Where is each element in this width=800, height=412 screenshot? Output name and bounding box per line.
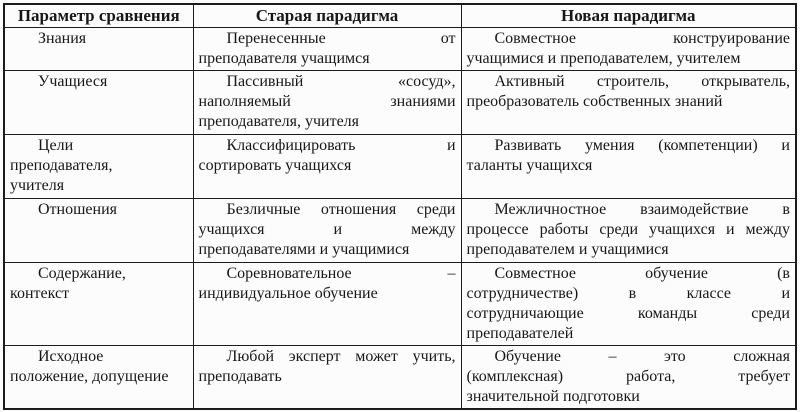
old-paradigm-cell: [193, 263, 461, 346]
cell-line: сортировать учащихся: [198, 157, 352, 174]
cell-line: [467, 200, 791, 220]
cell-line: преподавателем и учащимися: [466, 241, 669, 258]
word: открыватель,: [701, 73, 790, 90]
parameter-cell: [4, 346, 193, 410]
word: строитель,: [596, 73, 670, 90]
word: от: [440, 30, 456, 47]
word: среди: [599, 221, 639, 238]
header-comparison-parameter: Параметр сравнения: [4, 4, 193, 28]
new-paradigm-cell: [461, 71, 796, 135]
new-paradigm-cell: [461, 263, 796, 346]
word: процессе: [466, 221, 529, 238]
cell-line: преподавателя, учителя: [198, 113, 360, 130]
cell-line: [467, 284, 791, 304]
cell-line: [467, 367, 791, 387]
cell-line: Знания: [38, 30, 87, 47]
word: между: [745, 221, 790, 238]
word: между: [411, 221, 456, 238]
cell-line: [199, 264, 456, 284]
word: сотрудничающие: [466, 305, 584, 322]
cell-line: таланты учащихся: [466, 157, 593, 174]
word: отношения: [320, 201, 397, 218]
table-row: [4, 135, 796, 199]
table-row: [4, 199, 796, 263]
parameter-cell: [4, 135, 193, 199]
cell-line: [467, 347, 791, 367]
cell-line: [199, 347, 456, 367]
cell-line: [467, 220, 791, 240]
cell-line: Учащиеся: [38, 73, 108, 90]
word: умения: [585, 137, 635, 154]
word: (в: [777, 265, 790, 282]
word: может: [355, 348, 398, 365]
word: Обучение: [494, 348, 561, 365]
cell-line: Отношения: [38, 201, 118, 218]
word: сложная: [733, 348, 790, 365]
old-paradigm-cell: [193, 346, 461, 410]
new-paradigm-cell: [461, 28, 796, 71]
cell-line: [199, 92, 456, 112]
word: команды: [637, 305, 698, 322]
cell-line: [467, 136, 791, 156]
word: взаимодействие: [640, 201, 749, 218]
cell-line: преподавателями и учащимися: [198, 241, 410, 258]
word: Развивать: [494, 137, 562, 154]
word: и: [333, 221, 343, 238]
word: Совместное: [494, 30, 577, 47]
word: конструирование: [673, 30, 790, 47]
parameter-cell: [4, 28, 193, 71]
word: знаниями: [390, 93, 456, 110]
word: –: [447, 265, 456, 282]
cell-line: Исходное: [38, 348, 104, 365]
cell-line: Содержание,: [38, 265, 126, 282]
word: учащихся: [649, 221, 716, 238]
parameter-cell: [4, 71, 193, 135]
word: Соревновательное: [226, 265, 352, 282]
word: классе: [686, 285, 731, 302]
cell-line: значительной подготовки: [466, 388, 640, 405]
word: работа,: [626, 368, 676, 385]
word: «сосуд»,: [397, 73, 456, 90]
word: эксперт: [288, 348, 341, 365]
cell-line: [467, 264, 791, 284]
word: и: [446, 137, 456, 154]
old-paradigm-cell: [193, 28, 461, 71]
word: –: [608, 348, 617, 365]
word: Любой: [226, 348, 275, 365]
table-row: [4, 263, 796, 346]
cell-line: учителя: [10, 177, 65, 194]
word: сотрудничестве): [466, 285, 579, 302]
cell-line: [467, 304, 791, 324]
word: обучение: [645, 265, 709, 282]
cell-line: [199, 136, 456, 156]
old-paradigm-cell: [193, 135, 461, 199]
word: среди: [416, 201, 456, 218]
header-row: [4, 4, 796, 28]
word: работы: [539, 221, 589, 238]
cell-line: [199, 220, 456, 240]
word: учащихся: [198, 221, 265, 238]
old-paradigm-cell: [193, 71, 461, 135]
word: и: [781, 285, 790, 302]
word: Пассивный: [226, 73, 304, 90]
new-paradigm-cell: [461, 135, 796, 199]
cell-line: контекст: [10, 285, 70, 302]
word: требует: [738, 368, 790, 385]
cell-line: преобразователь собственных знаний: [466, 93, 723, 110]
table-body: [4, 28, 796, 410]
word: в: [782, 201, 790, 218]
new-paradigm-cell: [461, 199, 796, 263]
word: и: [781, 137, 790, 154]
cell-line: учащимися и преподавателем, учителем: [466, 50, 741, 67]
cell-line: преподавателей: [466, 325, 574, 342]
word: учить,: [412, 348, 456, 365]
parameter-cell: [4, 199, 193, 263]
cell-line: [199, 72, 456, 92]
table-row: [4, 28, 796, 71]
old-paradigm-cell: [193, 199, 461, 263]
header-new-paradigm: Новая парадигма: [461, 4, 796, 28]
cell-line: преподавателя,: [10, 157, 113, 174]
word: это: [664, 348, 686, 365]
cell-line: индивидуальное обучение: [198, 285, 378, 302]
new-paradigm-cell: [461, 346, 796, 410]
cell-line: [467, 72, 791, 92]
parameter-cell: [4, 263, 193, 346]
cell-line: положение, допущение: [10, 368, 169, 385]
word: наполняемый: [198, 93, 291, 110]
word: Безличные: [226, 201, 301, 218]
cell-line: преподавателя учащимся: [198, 50, 370, 67]
table-row: [4, 346, 796, 410]
cell-line: преподавать: [198, 368, 282, 385]
cell-line: [199, 29, 456, 49]
word: (комплексная): [466, 368, 564, 385]
paradigm-comparison-table: [3, 3, 797, 410]
word: Межличностное: [494, 201, 607, 218]
word: в: [628, 285, 637, 302]
word: (компетенции): [658, 137, 758, 154]
word: Классифицировать: [226, 137, 356, 154]
cell-line: [467, 29, 791, 49]
word: среди: [751, 305, 790, 322]
cell-line: Цели: [38, 137, 74, 154]
table-row: [4, 71, 796, 135]
word: Совместное: [494, 265, 577, 282]
word: и: [726, 221, 735, 238]
header-old-paradigm: Старая парадигма: [193, 4, 461, 28]
word: Перенесенные: [226, 30, 326, 47]
word: Активный: [494, 73, 565, 90]
cell-line: [199, 200, 456, 220]
